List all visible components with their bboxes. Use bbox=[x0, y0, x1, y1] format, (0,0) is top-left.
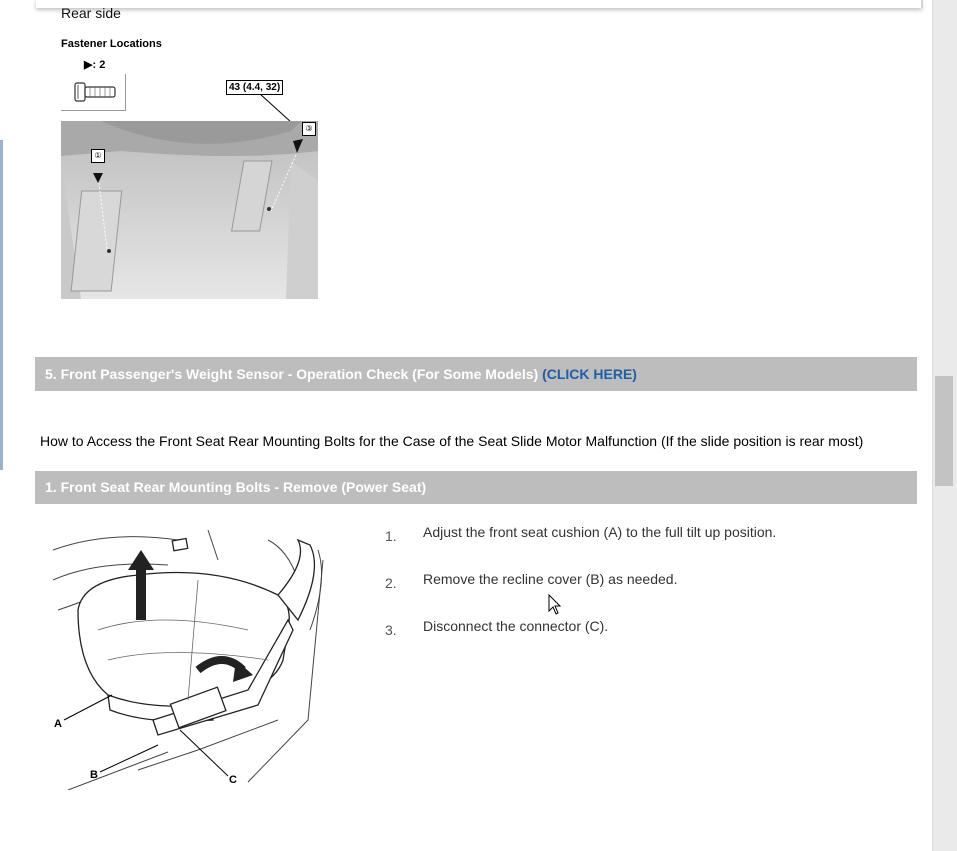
previous-panel-edge bbox=[36, 0, 922, 8]
torque-spec-label: 43 (4.4, 32) bbox=[226, 80, 283, 95]
rear-side-title: Rear side bbox=[61, 5, 121, 21]
step-text: Remove the recline cover (B) as needed. bbox=[423, 571, 678, 587]
seat-rail-photo bbox=[61, 121, 318, 299]
label-b: B bbox=[90, 769, 98, 781]
callout-1: ① bbox=[91, 149, 105, 163]
seat-diagram bbox=[48, 520, 338, 790]
bolt-image bbox=[61, 74, 126, 111]
callout-3: ③ bbox=[302, 122, 316, 136]
mouse-cursor-icon bbox=[548, 594, 562, 616]
step-number: 3. bbox=[385, 622, 397, 638]
step-text: Adjust the front seat cushion (A) to the full tilt up position. bbox=[423, 524, 777, 540]
seat-illustration bbox=[48, 520, 338, 790]
triangle-marker-icon: ▶ bbox=[84, 59, 93, 71]
bolt-icon bbox=[61, 74, 125, 110]
fastener-locations-title: Fastener Locations bbox=[61, 38, 162, 50]
section-1-bar bbox=[35, 471, 917, 504]
window-edge bbox=[0, 140, 3, 470]
section-1-label: 1. Front Seat Rear Mounting Bolts - Remove (Power Seat) bbox=[45, 479, 427, 495]
vertical-scrollbar[interactable] bbox=[932, 0, 957, 851]
scrollbar-thumb[interactable] bbox=[935, 376, 953, 486]
access-heading: How to Access the Front Seat Rear Mounting Bolts for the Case of the Seat Slide Motor Malfunction (If the slide position is rear most) bbox=[40, 433, 864, 449]
fastener-count bbox=[84, 58, 105, 71]
step-number: 2. bbox=[385, 575, 397, 591]
step-text: Disconnect the connector (C). bbox=[423, 618, 609, 634]
section-5-bar bbox=[35, 357, 917, 391]
step-number: 1. bbox=[385, 528, 397, 544]
label-a: A bbox=[54, 718, 62, 730]
section-5-label: 5. Front Passenger's Weight Sensor - Operation Check (For Some Models) bbox=[45, 366, 543, 382]
label-c: C bbox=[229, 774, 237, 786]
click-here-link[interactable]: (CLICK HERE) bbox=[542, 366, 637, 382]
rear-side-photo bbox=[61, 121, 318, 299]
fastener-count-value: : 2 bbox=[92, 59, 106, 71]
panel-edge-shade bbox=[921, 0, 923, 8]
